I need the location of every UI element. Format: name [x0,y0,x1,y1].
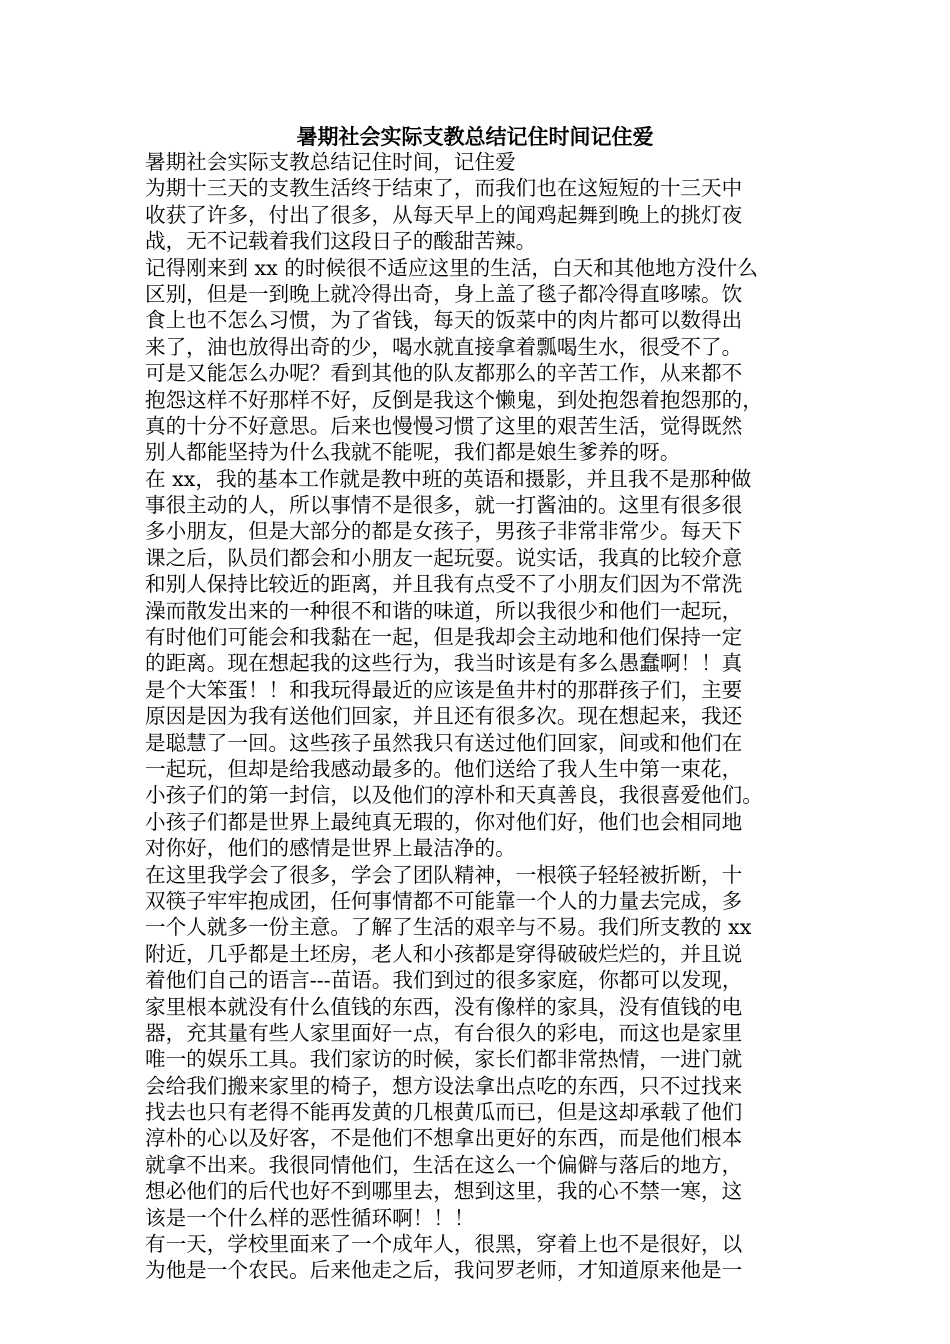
body-line: 是聪慧了一回。这些孩子虽然我只有送过他们回家，间或和他们在 [145,730,743,755]
body-line: 小孩子们的第一封信，以及他们的淳朴和天真善良，我很喜爱他们。 [145,783,763,808]
body-line: 有时他们可能会和我黏在一起，但是我却会主动地和他们保持一定 [145,625,743,650]
body-line: 家里根本就没有什么值钱的东西，没有像样的家具，没有值钱的电 [145,994,743,1019]
body-line: 为他是一个农民。后来他走之后，我问罗老师，才知道原来他是一 [145,1258,743,1283]
body-line: 战，无不记载着我们这段日子的酸甜苦辣。 [145,229,537,254]
body-line: 找去也只有老得不能再发黄的几根黄瓜而已，但是这却承载了他们 [145,1100,743,1125]
body-line: 和别人保持比较近的距离，并且我有点受不了小朋友们因为不常洗 [145,572,743,597]
body-line: 附近，几乎都是土坯房，老人和小孩都是穿得破破烂烂的，并且说 [145,941,743,966]
body-line: 可是又能怎么办呢？看到其他的队友都那么的辛苦工作，从来都不 [145,361,743,386]
body-line: 该是一个什么样的恶性循环啊！！！ [145,1205,475,1230]
body-line: 澡而散发出来的一种很不和谐的味道，所以我很少和他们一起玩， [145,598,743,623]
body-line: 唯一的娱乐工具。我们家访的时候，家长们都非常热情，一进门就 [145,1047,743,1072]
body-line: 会给我们搬来家里的椅子，想方设法拿出点吃的东西，只不过找来 [145,1073,743,1098]
body-line: 来了，油也放得出奇的少，喝水就直接拿着瓢喝生水，很受不了。 [145,334,743,359]
body-line: 食上也不怎么习惯，为了省钱，每天的饭菜中的肉片都可以数得出 [145,308,743,333]
body-line: 着他们自己的语言---苗语。我们到过的很多家庭，你都可以发现， [145,968,743,993]
body-line: 记得刚来到 xx 的时候很不适应这里的生活，白天和其他地方没什么 [145,255,758,280]
body-line: 的距离。现在想起我的这些行为，我当时该是有多么愚蠢啊！！真 [145,651,743,676]
body-line: 事很主动的人，所以事情不是很多，就一打酱油的。这里有很多很 [145,493,743,518]
document-title: 暑期社会实际支教总结记住时间记住爱 [296,124,654,149]
body-line: 小孩子们都是世界上最纯真无瑕的，你对他们好，他们也会相同地 [145,809,743,834]
body-line: 器，充其量有些人家里面好一点，有台很久的彩电，而这也是家里 [145,1020,743,1045]
body-line: 别人都能坚持为什么我就不能呢，我们都是娘生爹养的呀。 [145,440,681,465]
body-line: 淳朴的心以及好客，不是他们不想拿出更好的东西，而是他们根本 [145,1126,743,1151]
body-line: 收获了许多，付出了很多，从每天早上的闻鸡起舞到晚上的挑灯夜 [145,202,743,227]
body-line: 双筷子牢牢抱成团，任何事情都不可能靠一个人的力量去完成，多 [145,888,743,913]
body-line: 想必他们的后代也好不到哪里去，想到这里，我的心不禁一寒，这 [145,1179,743,1204]
body-line: 区别，但是一到晚上就冷得出奇，身上盖了毯子都冷得直哆嗦。饮 [145,281,743,306]
body-line: 对你好，他们的感情是世界上最洁净的。 [145,836,516,861]
body-line: 课之后，队员们都会和小朋友一起玩耍。说实话，我真的比较介意 [145,545,743,570]
body-line: 真的十分不好意思。后来也慢慢习惯了这里的艰苦生活，觉得既然 [145,413,743,438]
body-line: 原因是因为我有送他们回家，并且还有很多次。现在想起来，我还 [145,704,743,729]
body-line: 多小朋友，但是大部分的都是女孩子，男孩子非常非常少。每天下 [145,519,743,544]
body-line: 有一天，学校里面来了一个成年人，很黑，穿着上也不是很好，以 [145,1232,743,1257]
body-line: 是个大笨蛋！！和我玩得最近的应该是鱼井村的那群孩子们，主要 [145,677,743,702]
body-line: 在这里我学会了很多，学会了团队精神，一根筷子轻轻被折断，十 [145,862,743,887]
document-body [145,149,815,1284]
body-line: 一个人就多一份主意。了解了生活的艰辛与不易。我们所支教的 xx [145,915,752,940]
body-line: 为期十三天的支教生活终于结束了，而我们也在这短短的十三天中 [145,176,743,201]
body-line: 抱怨这样不好那样不好，反倒是我这个懒鬼，到处抱怨着抱怨那的， [145,387,763,412]
body-line: 暑期社会实际支教总结记住时间，记住爱 [145,150,516,174]
body-line: 一起玩，但却是给我感动最多的。他们送给了我人生中第一束花， [145,756,743,781]
body-line: 就拿不出来。我很同情他们，生活在这么一个偏僻与落后的地方， [145,1152,743,1177]
body-line: 在 xx，我的基本工作就是教中班的英语和摄影，并且我不是那种做 [145,466,752,491]
